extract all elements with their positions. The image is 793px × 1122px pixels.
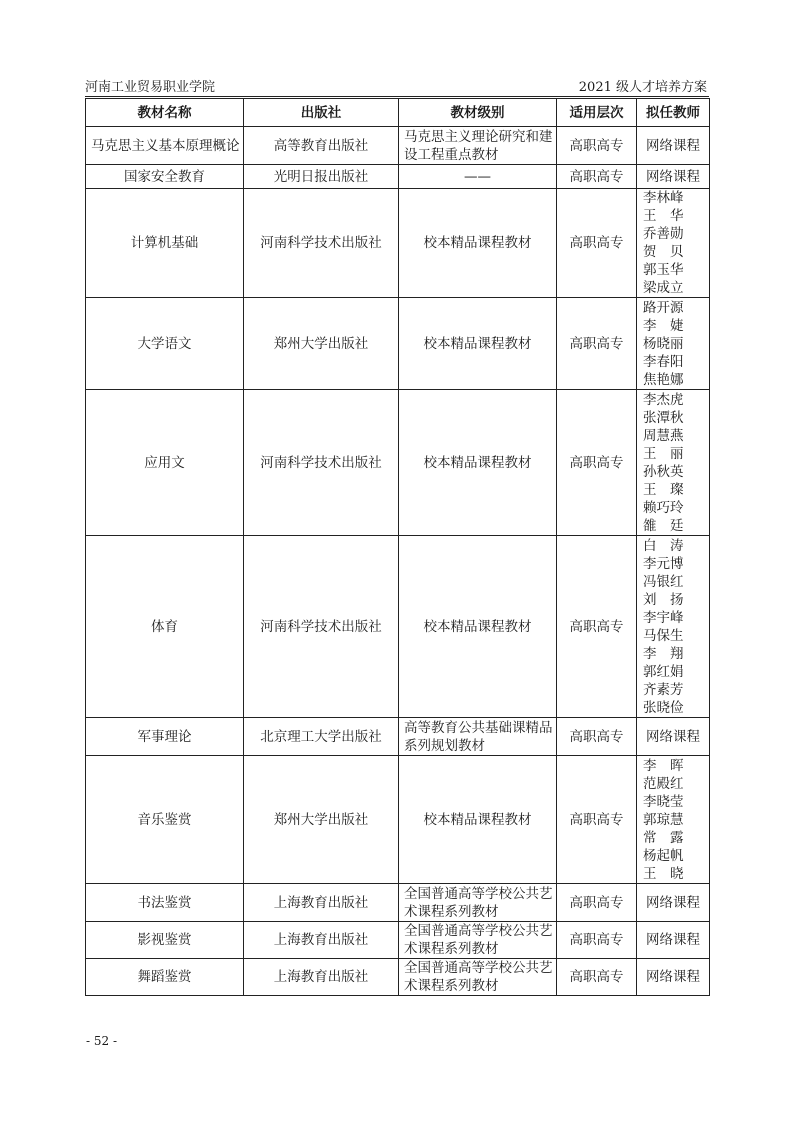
teacher-name: 李 翔 [643,645,684,662]
teacher-name: 网络课程 [646,168,700,185]
teacher-name: 王 晓 [643,865,684,882]
scope-cell: 高职高专 [557,298,637,390]
column-header: 出版社 [244,99,399,127]
teacher-name: 李 婕 [643,317,684,334]
teacher-name: 网络课程 [646,728,700,745]
table-row [86,884,710,922]
scope-cell: 高职高专 [557,922,637,959]
document-title: 2021 级人才培养方案 [578,80,707,95]
teacher-name: 郭琼慧 [643,811,684,828]
teacher-cell [637,536,710,718]
publisher-cell: 光明日报出版社 [244,165,399,189]
textbook-level-cell: 校本精品课程教材 [399,390,557,536]
teacher-name: 赖巧玲 [643,499,684,516]
scope-cell: 高职高专 [557,536,637,718]
teacher-name: 贺 贝 [643,244,684,260]
textbook-name-cell: 体育 [86,536,244,718]
institution-name: 河南工业贸易职业学院 [85,80,216,95]
teacher-name: 李林峰 [643,190,684,206]
textbook-name-cell: 应用文 [86,390,244,536]
teacher-name: 冯银红 [643,573,684,590]
table-row [86,127,710,165]
table-header-row [86,99,710,127]
publisher-cell: 郑州大学出版社 [244,298,399,390]
teacher-name: 焦艳娜 [643,371,684,388]
textbook-level-cell: —— [399,165,557,189]
table-row [86,922,710,959]
publisher-cell: 高等教育出版社 [244,127,399,165]
teacher-name: 李晓莹 [643,793,684,810]
publisher-cell: 河南科学技术出版社 [244,189,399,298]
table-row [86,298,710,390]
textbook-level-cell: 高等教育公共基础课精品系列规划教材 [399,718,557,756]
teacher-name: 梁成立 [643,280,684,296]
publisher-cell: 上海教育出版社 [244,959,399,996]
teacher-name: 网络课程 [646,932,700,948]
column-header: 教材级别 [399,99,557,127]
teacher-cell [637,884,710,922]
publisher-cell: 上海教育出版社 [244,884,399,922]
header-divider [85,96,709,97]
publisher-cell: 河南科学技术出版社 [244,536,399,718]
teacher-cell [637,922,710,959]
scope-cell: 高职高专 [557,959,637,996]
scope-cell: 高职高专 [557,756,637,884]
column-header: 教材名称 [86,99,244,127]
scope-cell: 高职高专 [557,127,637,165]
teacher-name: 李 晖 [643,757,684,774]
teacher-name: 白 涛 [643,537,684,554]
teacher-name: 范殿红 [643,775,684,792]
textbook-name-cell: 舞蹈鉴赏 [86,959,244,996]
teacher-name: 网络课程 [646,137,700,154]
teacher-cell [637,127,710,165]
teacher-name: 张潭秋 [643,409,684,426]
table-row [86,718,710,756]
teacher-cell [637,390,710,536]
teacher-name: 乔善勋 [643,226,684,242]
textbook-level-cell: 校本精品课程教材 [399,756,557,884]
textbook-level-cell: 校本精品课程教材 [399,189,557,298]
textbook-level-cell: 全国普通高等学校公共艺术课程系列教材 [399,922,557,959]
teacher-name: 李元博 [643,555,684,572]
textbook-level-cell: 校本精品课程教材 [399,536,557,718]
textbook-name-cell: 计算机基础 [86,189,244,298]
teacher-name: 网络课程 [646,894,700,911]
teacher-cell [637,756,710,884]
scope-cell: 高职高专 [557,189,637,298]
publisher-cell: 北京理工大学出版社 [244,718,399,756]
textbook-name-cell: 大学语文 [86,298,244,390]
teacher-name: 王 璨 [643,481,684,498]
scope-cell: 高职高专 [557,718,637,756]
teacher-cell [637,165,710,189]
textbook-name-cell: 国家安全教育 [86,165,244,189]
teacher-name: 李春阳 [643,353,684,370]
teacher-name: 王 华 [643,208,684,224]
teacher-name: 周慧燕 [643,427,684,444]
teacher-name: 李宇峰 [643,609,684,626]
teacher-name: 刘 扬 [643,591,684,608]
textbook-level-cell: 全国普通高等学校公共艺术课程系列教材 [399,884,557,922]
textbook-level-cell: 马克思主义理论研究和建设工程重点教材 [399,127,557,165]
textbook-name-cell: 军事理论 [86,718,244,756]
scope-cell: 高职高专 [557,165,637,189]
scope-cell: 高职高专 [557,390,637,536]
textbook-level-cell: 校本精品课程教材 [399,298,557,390]
teacher-cell [637,718,710,756]
table-row [86,756,710,884]
textbook-table [85,98,710,996]
teacher-name: 齐素芳 [643,681,684,698]
teacher-name: 孙秋英 [643,463,684,480]
publisher-cell: 河南科学技术出版社 [244,390,399,536]
page-header [85,76,709,94]
table-row [86,189,710,298]
textbook-level-cell: 全国普通高等学校公共艺术课程系列教材 [399,959,557,996]
teacher-name: 路开源 [643,299,684,316]
column-header: 拟任教师 [637,99,710,127]
teacher-name: 网络课程 [646,969,700,985]
textbook-name-cell: 影视鉴赏 [86,922,244,959]
table-body [86,127,710,996]
table-row [86,959,710,996]
teacher-cell [637,298,710,390]
column-header: 适用层次 [557,99,637,127]
publisher-cell: 郑州大学出版社 [244,756,399,884]
textbook-name-cell: 马克思主义基本原理概论 [86,127,244,165]
teacher-name: 雒 廷 [643,517,684,534]
table-row [86,536,710,718]
teacher-name: 杨晓丽 [643,335,684,352]
textbook-name-cell: 音乐鉴赏 [86,756,244,884]
scope-cell: 高职高专 [557,884,637,922]
table-row [86,165,710,189]
teacher-name: 王 丽 [643,445,684,462]
teacher-cell [637,189,710,298]
teacher-name: 马保生 [643,627,684,644]
teacher-cell [637,959,710,996]
page-number: - 52 - [86,1034,118,1048]
textbook-name-cell: 书法鉴赏 [86,884,244,922]
teacher-name: 李杰虎 [643,391,684,408]
publisher-cell: 上海教育出版社 [244,922,399,959]
teacher-name: 郭红娟 [643,663,684,680]
teacher-name: 郭玉华 [643,262,684,278]
teacher-name: 杨起帆 [643,847,684,864]
teacher-name: 常 露 [643,829,684,846]
teacher-name: 张晓俭 [643,699,684,716]
table-row [86,390,710,536]
